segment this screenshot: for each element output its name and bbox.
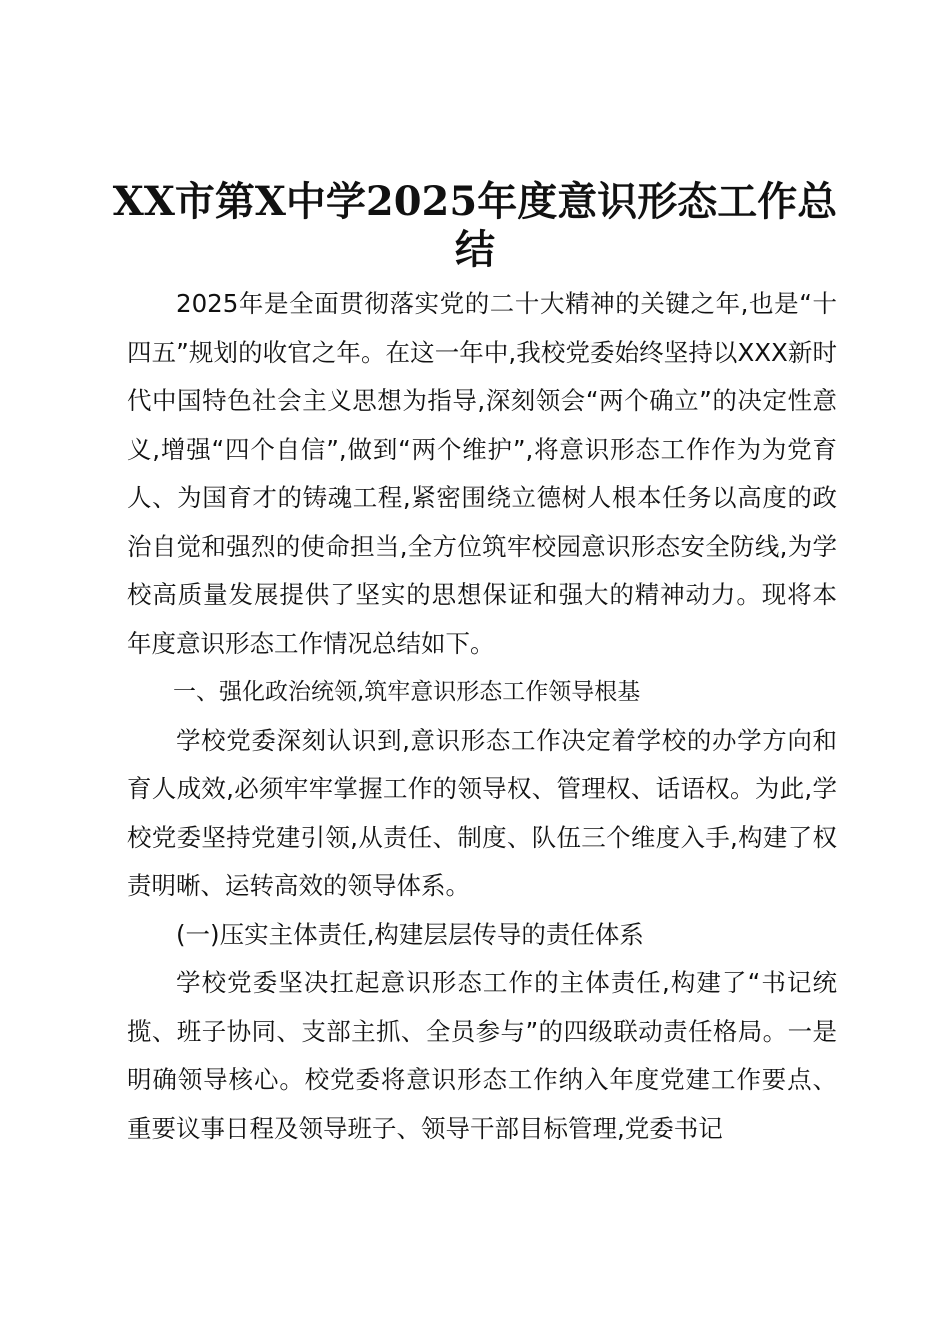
section-heading-1: 一、强化政治统领,筑牢意识形态工作领导根基	[173, 679, 641, 705]
document-body	[127, 280, 837, 1153]
paragraph-section-1: 学校党委深刻认识到,意识形态工作决定着学校的办学方向和育人成效,必须牢牢掌握工作的领导权、管理权、话语权。为此,学校党委坚持党建引领,从责任、制度、队伍三个维度入手,构建了权责明晰、运转高效的领导体系。	[127, 725, 837, 900]
paragraph-intro: 2025年是全面贯彻落实党的二十大精神的关键之年,也是“十四五”规划的收官之年。在这一年中,我校党委始终坚持以XXX新时代中国特色社会主义思想为指导,深刻领会“两个确立”的决定性意义,增强“四个自信”,做到“两个维护”,将意识形态工作作为为党育人、为国育才的铸魂工程,紧密围绕立德树人根本任务以高度的政治自觉和强烈的使命担当,全方位筑牢校园意识形态安全防线,为学校高质量发展提供了坚实的思想保证和强大的精神动力。现将本年度意识形态工作情况总结如下。	[127, 289, 837, 658]
paragraph-subsection-1: 学校党委坚决扛起意识形态工作的主体责任,构建了“书记统揽、班子协同、支部主抓、全员参与”的四级联动责任格局。一是明确领导核心。校党委将意识形态工作纳入年度党建工作要点、重要议事日程及领导班子、领导干部目标管理,党委书记	[127, 968, 837, 1143]
subsection-heading-1: (一)压实主体责任,构建层层传导的责任体系	[176, 919, 644, 949]
document-title: XX市第X中学2025年度意识形态工作总结	[112, 178, 838, 273]
